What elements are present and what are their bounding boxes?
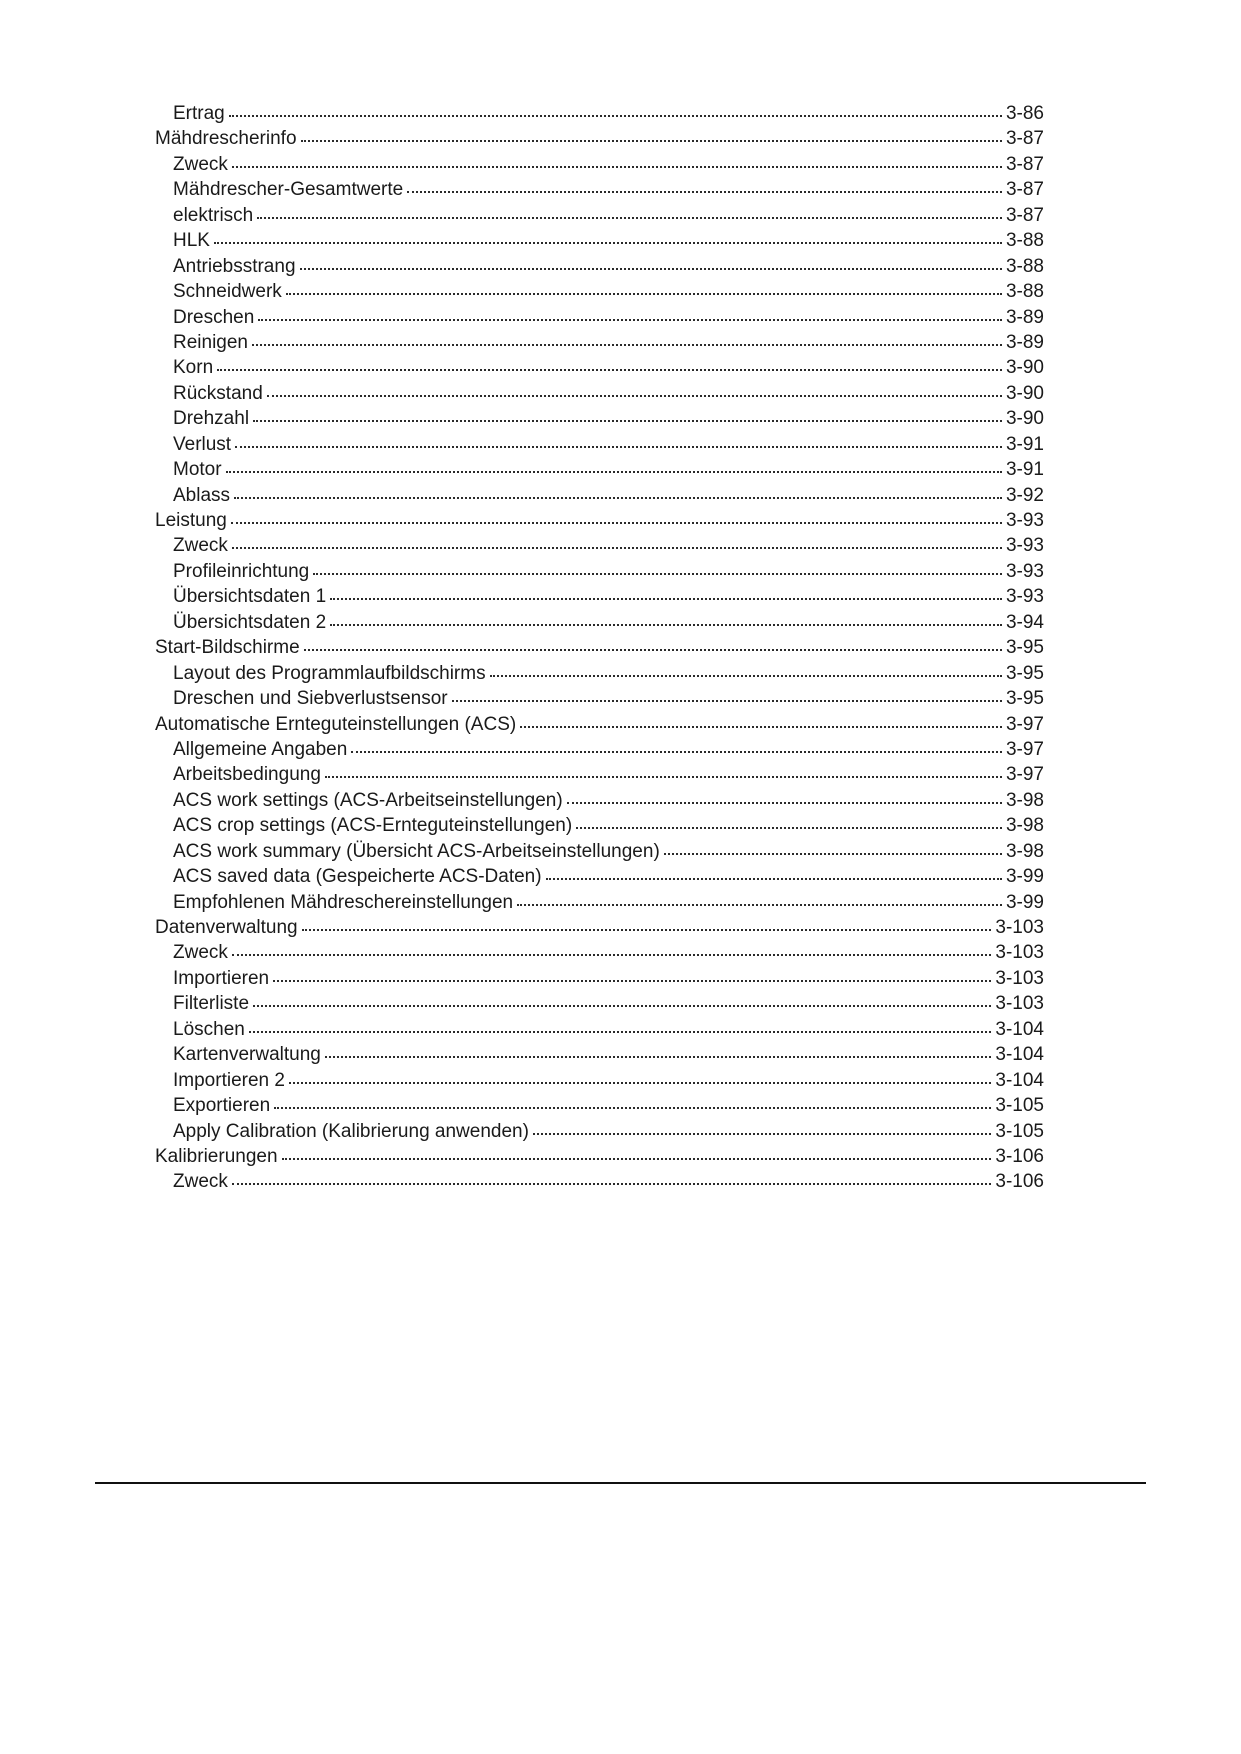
toc-leader-dots [302,929,992,931]
toc-entry [155,355,1044,380]
toc-entry-page: 3-97 [1005,738,1044,760]
toc-leader-dots [300,268,1002,270]
toc-entry [155,966,1044,991]
toc-entry [155,406,1044,431]
toc-entry-title: Mähdrescher-Gesamtwerte [173,179,404,201]
toc-leader-dots [301,140,1002,142]
toc-entry [155,864,1044,889]
toc-entry-title: Leistung [155,510,227,531]
toc-entry-title: Übersichtsdaten 2 [173,611,327,633]
toc-entry-title: Arbeitsbedingung [173,764,321,786]
toc-leader-dots [232,166,1002,168]
toc-entry-title: Filterliste [173,993,250,1015]
toc-entry-page: 3-106 [995,1171,1044,1193]
toc-leader-dots [249,1031,992,1033]
toc-entry-page: 3-87 [1005,153,1044,175]
toc-leader-dots [235,446,1002,448]
toc-entry-title: Profileinrichtung [173,560,310,582]
toc-entry [155,508,1044,533]
toc-entry-page: 3-97 [1005,764,1044,786]
toc-entry-page: 3-103 [995,967,1044,989]
toc-entry [155,483,1044,508]
toc-entry-title: ACS crop settings (ACS-Ernteguteinstellungen) [173,815,573,837]
toc-entry [155,610,1044,635]
toc-list [155,101,1044,1195]
toc-entry-page: 3-103 [995,917,1044,938]
toc-leader-dots [229,115,1002,117]
toc-entry-title: Zweck [173,942,228,964]
toc-leader-dots [232,547,1002,549]
toc-entry [155,177,1044,202]
toc-entry-title: HLK [173,230,210,252]
toc-entry-page: 3-93 [1005,586,1044,608]
toc-entry-page: 3-88 [1005,281,1044,303]
toc-entry-page: 3-98 [1005,840,1044,862]
toc-leader-dots [576,827,1002,829]
toc-entry-page: 3-98 [1005,815,1044,837]
toc-leader-dots [304,649,1002,651]
toc-entry-title: Verlust [173,433,232,455]
toc-entry-page: 3-97 [1005,713,1044,735]
toc-leader-dots [325,776,1002,778]
toc-entry-title: Ertrag [173,103,225,124]
toc-entry-title: Allgemeine Angaben [173,738,348,760]
toc-entry-title: ACS work settings (ACS-Arbeitseinstellungen) [173,789,563,811]
toc-entry-title: Löschen [173,1018,245,1040]
toc-leader-dots [214,242,1002,244]
toc-leader-dots [253,420,1002,422]
toc-entry-page: 3-98 [1005,789,1044,811]
toc-entry [155,1119,1044,1144]
toc-entry-page: 3-94 [1005,611,1044,633]
toc-entry-title: Rückstand [173,382,263,404]
toc-entry [155,991,1044,1016]
toc-entry-page: 3-87 [1005,128,1044,150]
toc-leader-dots [313,573,1002,575]
toc-entry [155,1068,1044,1093]
toc-leader-dots [533,1133,991,1135]
toc-entry-page: 3-90 [1005,408,1044,430]
toc-entry-title: Datenverwaltung [155,917,298,938]
toc-entry-page: 3-104 [995,1069,1044,1091]
toc-entry-title: Start-Bildschirme [155,637,300,659]
toc-leader-dots [325,1056,992,1058]
toc-entry-title: Motor [173,459,222,481]
toc-entry-page: 3-90 [1005,382,1044,404]
toc-entry-title: Zweck [173,1171,228,1193]
toc-entry [155,1017,1044,1042]
toc-leader-dots [226,471,1002,473]
toc-entry-page: 3-105 [995,1120,1044,1142]
toc-entry-page: 3-87 [1005,179,1044,201]
toc-entry-page: 3-104 [995,1018,1044,1040]
toc-entry-page: 3-93 [1005,510,1044,531]
toc-leader-dots [252,344,1002,346]
toc-entry-title: Korn [173,357,214,379]
toc-entry-title: Schneidwerk [173,281,282,303]
toc-leader-dots [217,369,1002,371]
toc-entry [155,813,1044,838]
toc-entry [155,661,1044,686]
toc-entry-title: Importieren [173,967,270,989]
toc-entry-page: 3-99 [1005,866,1044,888]
toc-entry [155,228,1044,253]
toc-entry-page: 3-88 [1005,230,1044,252]
toc-leader-dots [289,1082,991,1084]
toc-entry-title: Reinigen [173,331,248,353]
toc-leader-dots [330,624,1002,626]
toc-entry-title: Antriebsstrang [173,255,296,277]
toc-leader-dots [232,1183,991,1185]
toc-entry [155,584,1044,609]
toc-leader-dots [258,319,1002,321]
toc-entry [155,1144,1044,1169]
toc-entry [155,330,1044,355]
toc-entry-page: 3-88 [1005,255,1044,277]
toc-entry-page: 3-91 [1005,433,1044,455]
toc-entry-title: Kalibrierungen [155,1145,278,1167]
toc-entry-page: 3-93 [1005,560,1044,582]
toc-entry [155,203,1044,228]
toc-leader-dots [273,980,991,982]
toc-entry [155,737,1044,762]
toc-entry [155,559,1044,584]
toc-entry [155,839,1044,864]
toc-leader-dots [286,293,1002,295]
toc-entry-title: Drehzahl [173,408,250,430]
toc-entry-page: 3-95 [1005,637,1044,659]
toc-leader-dots [407,191,1002,193]
toc-entry [155,890,1044,915]
toc-leader-dots [567,802,1002,804]
toc-entry [155,381,1044,406]
toc-leader-dots [517,904,1002,906]
toc-entry [155,457,1044,482]
toc-entry-page: 3-89 [1005,331,1044,353]
toc-entry-page: 3-95 [1005,688,1044,710]
toc-entry-title: Empfohlenen Mähdreschereinstellungen [173,891,514,913]
footer-rule [95,1482,1146,1484]
toc-leader-dots [257,217,1002,219]
toc-entry-page: 3-105 [995,1095,1044,1117]
toc-entry-title: Dreschen und Siebverlustsensor [173,688,448,710]
toc-entry [155,305,1044,330]
toc-entry-title: Übersichtsdaten 1 [173,586,327,608]
toc-entry [155,1093,1044,1118]
toc-entry-title: Zweck [173,153,228,175]
toc-entry [155,533,1044,558]
toc-entry-page: 3-93 [1005,535,1044,557]
toc-entry [155,126,1044,151]
toc-leader-dots [452,700,1002,702]
toc-entry-title: Apply Calibration (Kalibrierung anwenden) [173,1120,529,1142]
toc-entry-title: Dreschen [173,306,255,328]
toc-entry [155,635,1044,660]
toc-entry [155,279,1044,304]
toc-entry [155,686,1044,711]
toc-entry-title: Layout des Programmlaufbildschirms [173,662,486,684]
toc-entry-page: 3-89 [1005,306,1044,328]
toc-entry-title: Ablass [173,484,231,506]
toc-entry [155,254,1044,279]
toc-entry [155,788,1044,813]
toc-leader-dots [282,1158,992,1160]
toc-entry [155,712,1044,737]
toc-leader-dots [267,395,1002,397]
toc-entry-page: 3-103 [995,942,1044,964]
toc-entry [155,432,1044,457]
toc-entry-title: ACS saved data (Gespeicherte ACS-Daten) [173,866,542,888]
toc-leader-dots [520,726,1002,728]
toc-entry [155,101,1044,126]
toc-entry-page: 3-104 [995,1044,1044,1066]
toc-entry-title: Kartenverwaltung [173,1044,321,1066]
toc-leader-dots [546,878,1002,880]
toc-leader-dots [231,522,1002,524]
toc-entry-title: Automatische Ernteguteinstellungen (ACS) [155,713,517,735]
toc-entry-page: 3-90 [1005,357,1044,379]
toc-leader-dots [351,751,1002,753]
toc-entry-page: 3-95 [1005,662,1044,684]
toc-entry-page: 3-99 [1005,891,1044,913]
toc-entry-title: Mähdrescherinfo [155,128,297,150]
toc-entry-page: 3-91 [1005,459,1044,481]
toc-leader-dots [274,1107,991,1109]
toc-entry-page: 3-86 [1005,103,1044,124]
toc-entry-title: ACS work summary (Übersicht ACS-Arbeitseinstellungen) [173,840,660,862]
toc-entry-title: Importieren 2 [173,1069,285,1091]
toc-entry-page: 3-87 [1005,204,1044,226]
toc-entry-page: 3-106 [995,1145,1044,1167]
toc-leader-dots [490,675,1002,677]
toc-entry [155,762,1044,787]
toc-entry [155,940,1044,965]
toc-leader-dots [232,954,991,956]
toc-entry [155,1042,1044,1067]
toc-entry-title: elektrisch [173,204,254,226]
toc-entry-page: 3-92 [1005,484,1044,506]
toc-entry [155,1169,1044,1194]
toc-entry [155,915,1044,940]
toc-entry-title: Zweck [173,535,228,557]
toc-leader-dots [330,598,1002,600]
toc-entry [155,152,1044,177]
toc-leader-dots [234,497,1002,499]
toc-leader-dots [253,1005,991,1007]
toc-leader-dots [664,853,1002,855]
toc-entry-page: 3-103 [995,993,1044,1015]
toc-entry-title: Exportieren [173,1095,271,1117]
